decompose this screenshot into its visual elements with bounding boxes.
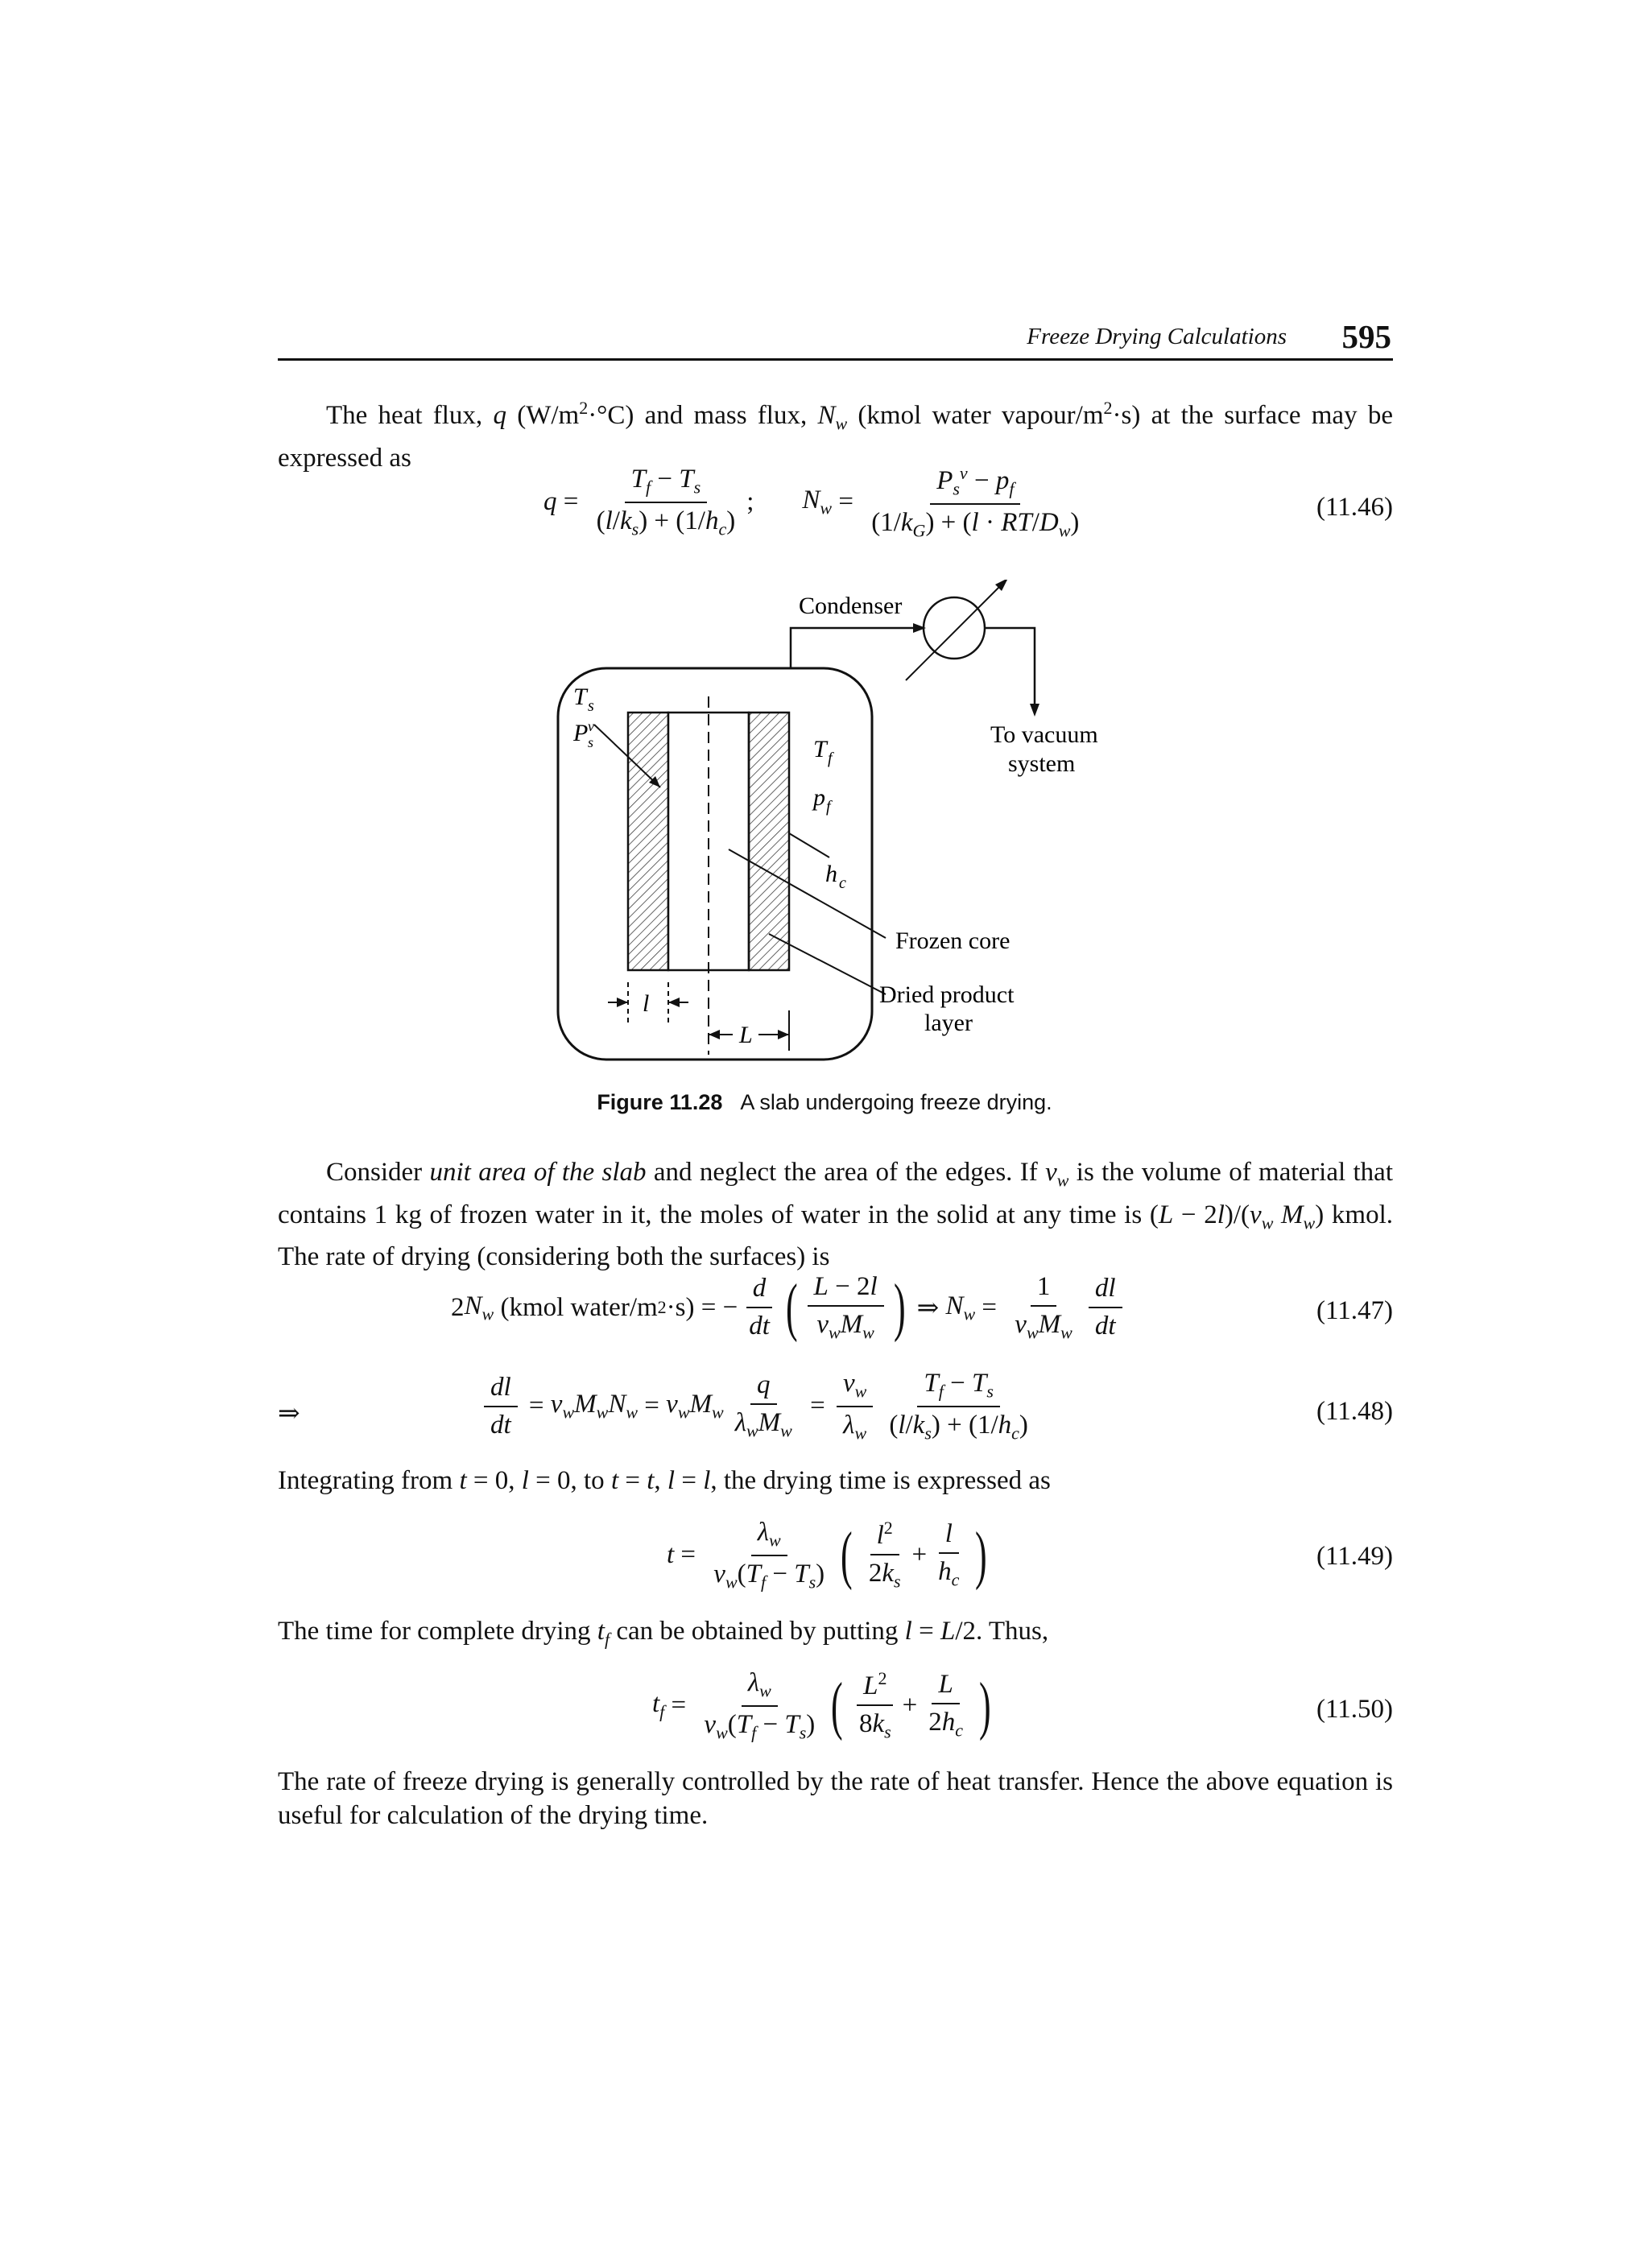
equation-11-46: q = $\frac{T_f - T_s}{(l/k_s) + (1/h_c)}$ ; $N_w$ = $\frac{P_s^v - p_f}{(1/k_G) + (l \cdot RT/D_w)}$ xyxy=(543,463,1080,541)
svg-text:c: c xyxy=(839,874,846,892)
svg-text:v: v xyxy=(588,718,594,734)
condenser-symbol xyxy=(924,597,985,659)
figure-number: Figure 11.28 xyxy=(597,1090,723,1114)
implies-symbol: ⇒ xyxy=(278,1399,300,1428)
equation-number-11-48: (11.48) xyxy=(1316,1397,1393,1426)
header-rule xyxy=(278,358,1393,361)
dried-product-label-1: Dried product xyxy=(879,981,1015,1008)
condenser-label: Condenser xyxy=(799,593,903,619)
svg-text:L: L xyxy=(739,1022,753,1048)
equation-number-11-49: (11.49) xyxy=(1316,1542,1393,1571)
equation-11-50: $t_f$ = $\frac{\lambda_w}{v_w(T_f - T_s)}$ ( $\frac{L^2}{8k_s}$ + $\frac{L}{2h_c}$ ) xyxy=(652,1668,991,1743)
svg-text:P: P xyxy=(573,720,589,746)
vacuum-label-1: To vacuum xyxy=(990,721,1098,748)
svg-text:p: p xyxy=(813,784,825,811)
equation-number-11-50: (11.50) xyxy=(1316,1695,1393,1724)
dried-product-label-2: layer xyxy=(924,1010,973,1036)
dried-layer-right xyxy=(749,713,789,970)
equation-11-47: 2 $N_w$ (kmol water/m 2 ·s) = − $\frac{d}{dt}$ ( $\frac{L - 2l}{v_wM_w}$ ) ⇒ $N_w$ = $\frac{1}{v_wM_w}$ $\frac{dl}{dt}$ xyxy=(451,1272,1127,1344)
paragraph-complete-drying: The time for complete drying $t_f$ can be obtained by putting l = L/2. Thus, xyxy=(278,1617,1049,1650)
equation-number-11-47: (11.47) xyxy=(1316,1296,1393,1325)
svg-text:f: f xyxy=(826,798,831,816)
vacuum-label-2: system xyxy=(1008,750,1076,777)
svg-text:f: f xyxy=(828,750,833,767)
figure-caption-text: A slab undergoing freeze drying. xyxy=(740,1090,1052,1114)
svg-text:T: T xyxy=(813,736,827,762)
page-number: 595 xyxy=(1341,318,1391,355)
paragraph-integrating: Integrating from t = 0, l = 0, to t = t, l = l, the drying time is expressed as xyxy=(278,1466,1051,1495)
paragraph-unit-area: Consider unit area of the slab and neglect the area of the edges. If $v_w$ is the volume of material that contains 1 kg of frozen water in it, the moles of water in the solid at any time is $(L - 2l)/(v_w$ $M_w$) kmol. The rate of drying (considering both the surfaces) is xyxy=(278,1158,1393,1272)
svg-text:s: s xyxy=(588,734,594,750)
dried-layer-left xyxy=(628,713,668,970)
figure-freeze-drying-slab xyxy=(548,580,1127,1079)
frozen-core-label: Frozen core xyxy=(895,927,1010,954)
running-title: Freeze Drying Calculations xyxy=(1027,324,1287,349)
paragraph-rate-controlled: The rate of freeze drying is generally controlled by the rate of heat transfer. Hence the above equation is useful for calculation of the drying time. xyxy=(278,1767,1393,1830)
paragraph-heat-flux: The heat flux, q $(W/m^2\cdot^\circ C)$ and mass flux, $N_w$ (kmol water vapour/$m^2\cdot s$) at the surface may be expressed as xyxy=(278,398,1393,473)
figure-caption xyxy=(0,1090,1649,1115)
equation-11-49: t = $\frac{\lambda_w}{v_w(T_f - T_s)}$ ( $\frac{l^2}{2k_s}$ + $\frac{l}{h_c}$ ) xyxy=(667,1518,988,1593)
svg-text:T: T xyxy=(573,684,587,710)
equation-number-11-46: (11.46) xyxy=(1316,493,1393,522)
svg-text:l: l xyxy=(643,990,650,1017)
svg-text:s: s xyxy=(588,697,594,715)
svg-text:h: h xyxy=(825,861,837,887)
equation-11-48: $\frac{dl}{dt}$ = $v_wM_wN_w$ = $v_wM_w$ $\frac{q}{\lambda_wM_w}$ = $\frac{v_w}{\lambda_w}$ $\frac{T_f - T_s}{(l/k_s) + (1/h_c)}$ xyxy=(479,1369,1039,1444)
